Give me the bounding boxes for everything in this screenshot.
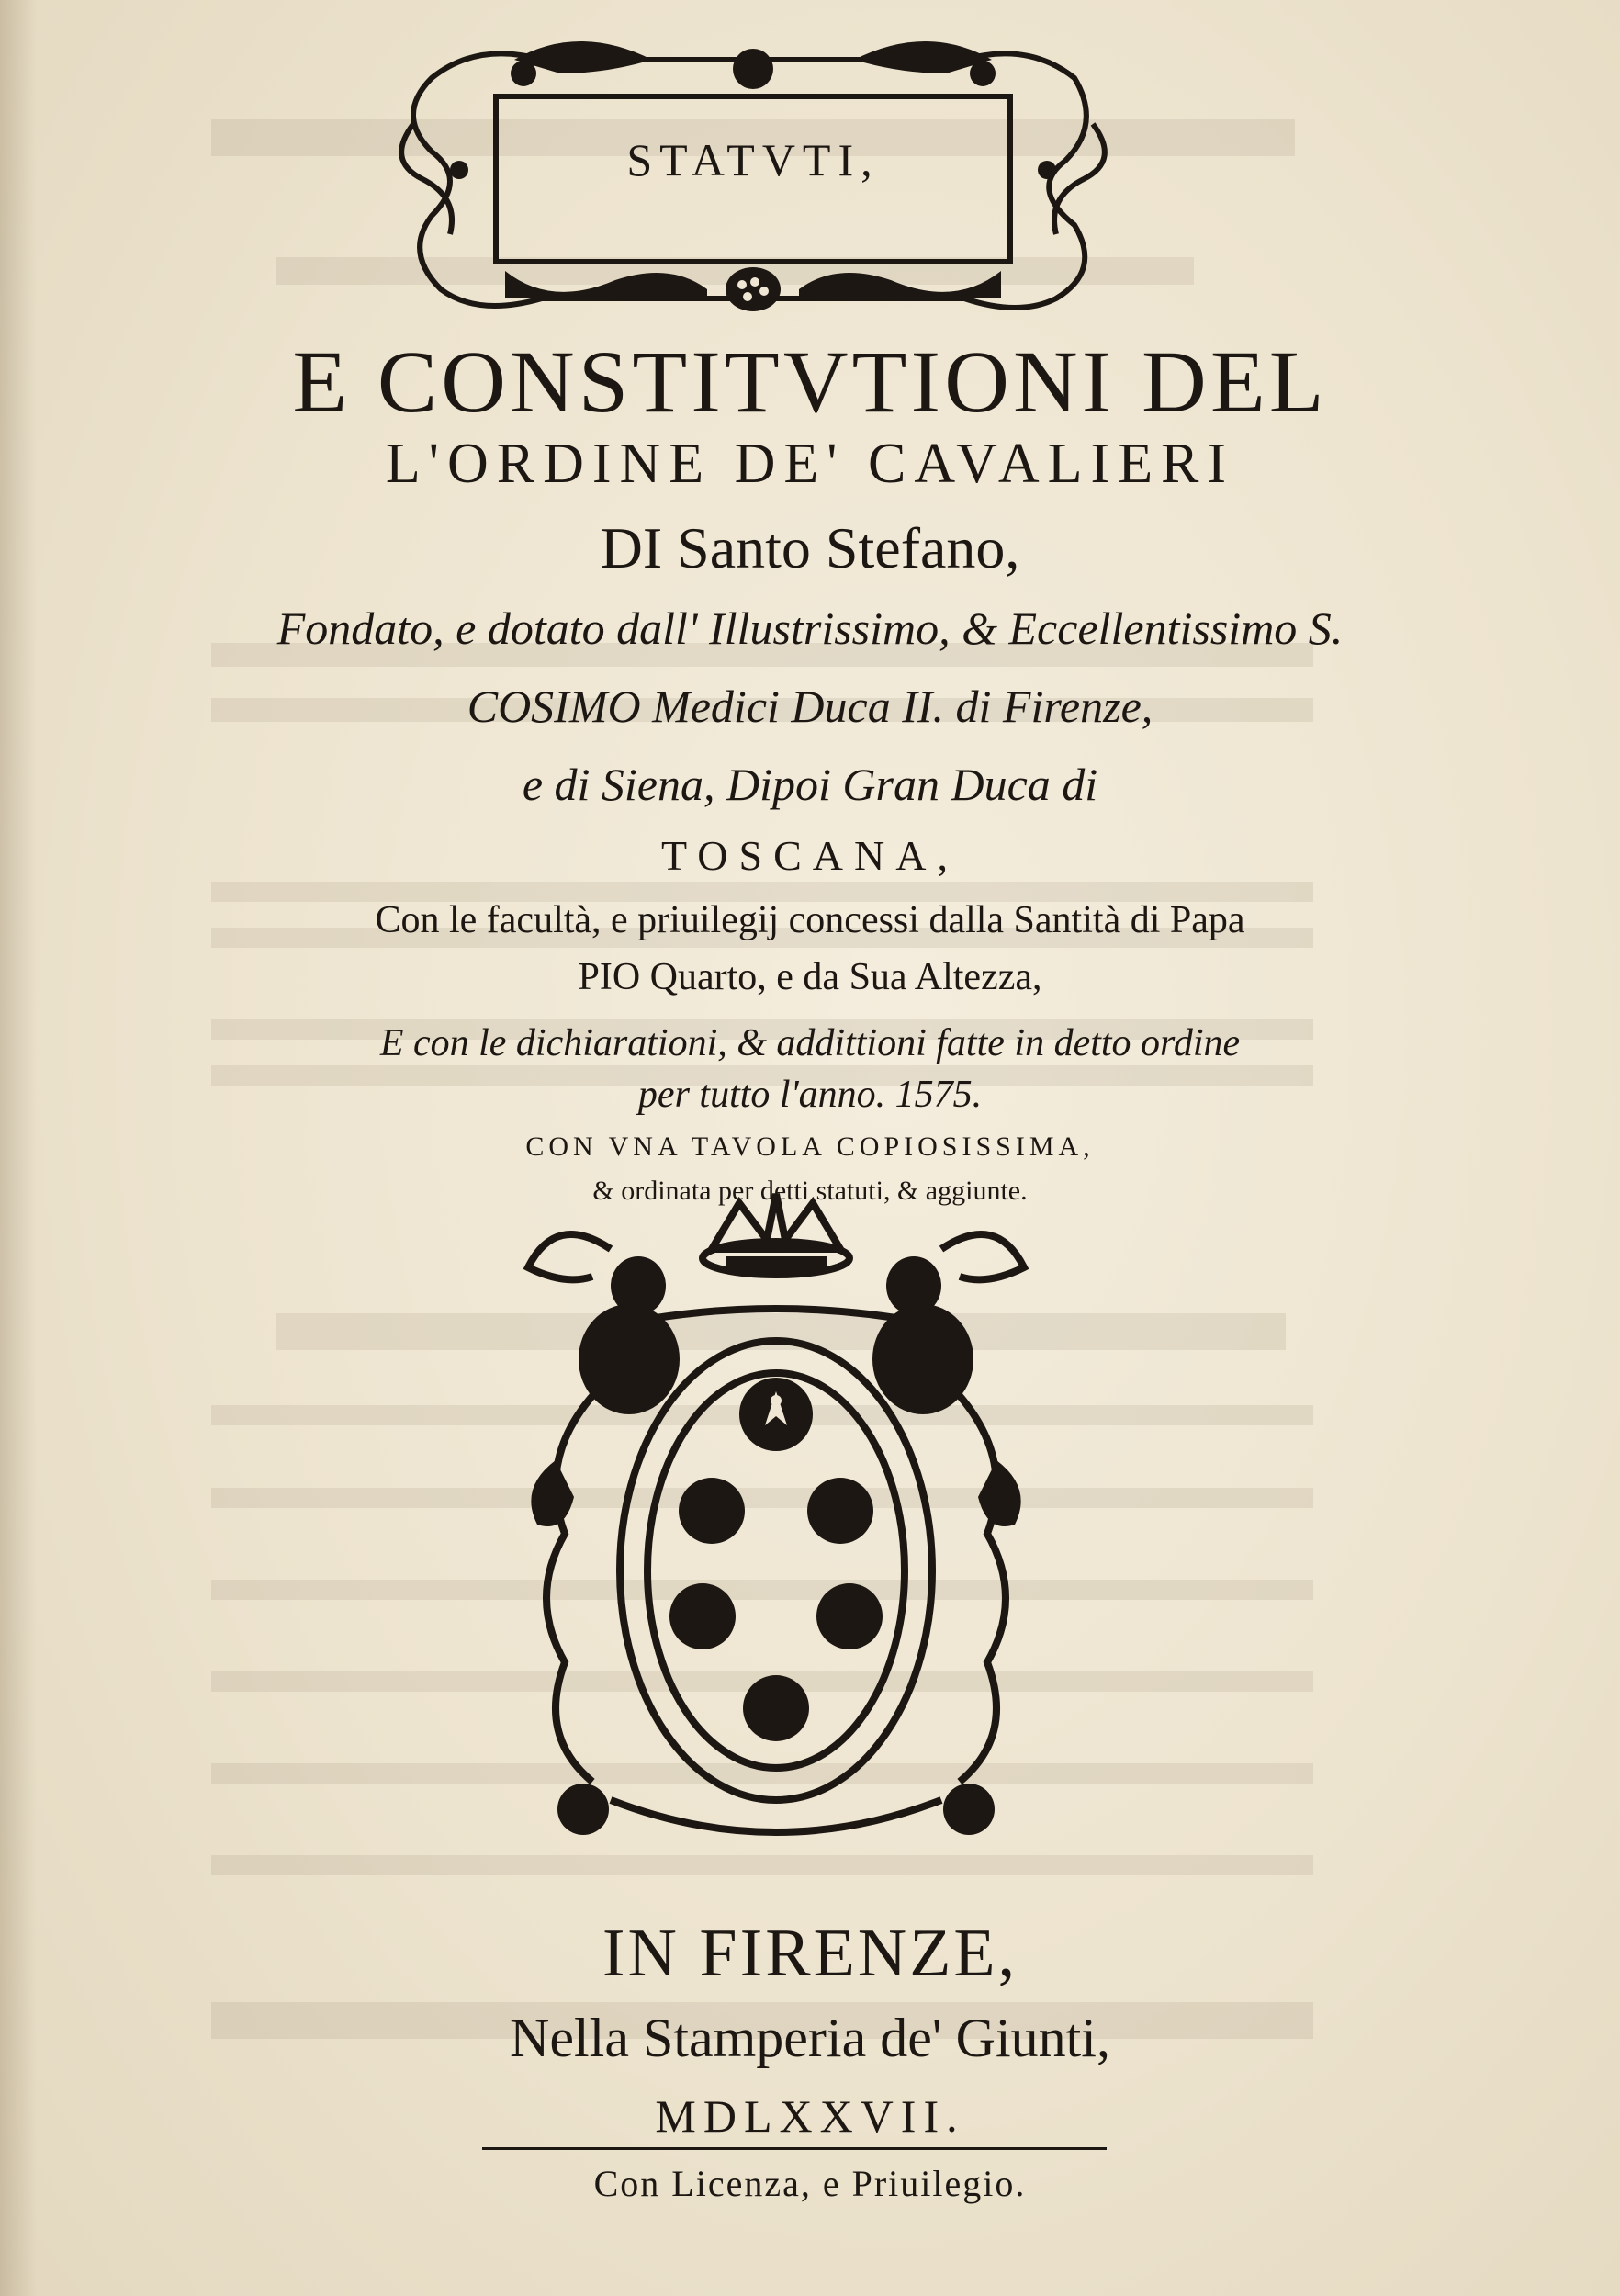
privileges-line: Con le facultà, e priuilegij concessi dalla Santità di Papa	[375, 899, 1245, 941]
founder-line: Fondato, e dotato dall' Illustrissimo, & Eccellentissimo S.	[276, 602, 1344, 654]
pope-line: PIO Quarto, e da Sua Altezza,	[578, 956, 1042, 998]
toscana-line: TOSCANA,	[661, 832, 959, 879]
declarations-line: E con le dichiarationi, & addittioni fatte in detto ordine	[379, 1022, 1241, 1064]
imprint-printer: Nella Stamperia de' Giunti,	[510, 2008, 1110, 2068]
imprint-place: IN FIRENZE,	[602, 1916, 1018, 1991]
ordinata-line: & ordinata per detti statuti, & aggiunte.	[592, 1176, 1028, 1206]
title-line-1: E CONSTITVTIONI DEL	[292, 332, 1328, 431]
title-line-3: DI Santo Stefano,	[600, 515, 1020, 580]
imprint-year: MDLXXVII.	[655, 2090, 965, 2142]
title-line-2: L'ORDINE DE' CAVALIERI	[385, 433, 1235, 495]
cosimo-line: COSIMO Medici Duca II. di Firenze,	[467, 681, 1153, 732]
siena-line: e di Siena, Dipoi Gran Duca di	[522, 759, 1098, 810]
cartouche-title: STATVTI,	[626, 134, 880, 186]
imprint-license: Con Licenza, e Priuilegio.	[593, 2163, 1027, 2204]
table-line: CON VNA TAVOLA COPIOSISSIMA,	[525, 1131, 1095, 1162]
imprint-rule	[482, 2147, 1107, 2150]
medici-coat-of-arms-icon	[501, 1185, 1052, 1892]
year-line: per tutto l'anno. 1575.	[637, 1074, 983, 1116]
